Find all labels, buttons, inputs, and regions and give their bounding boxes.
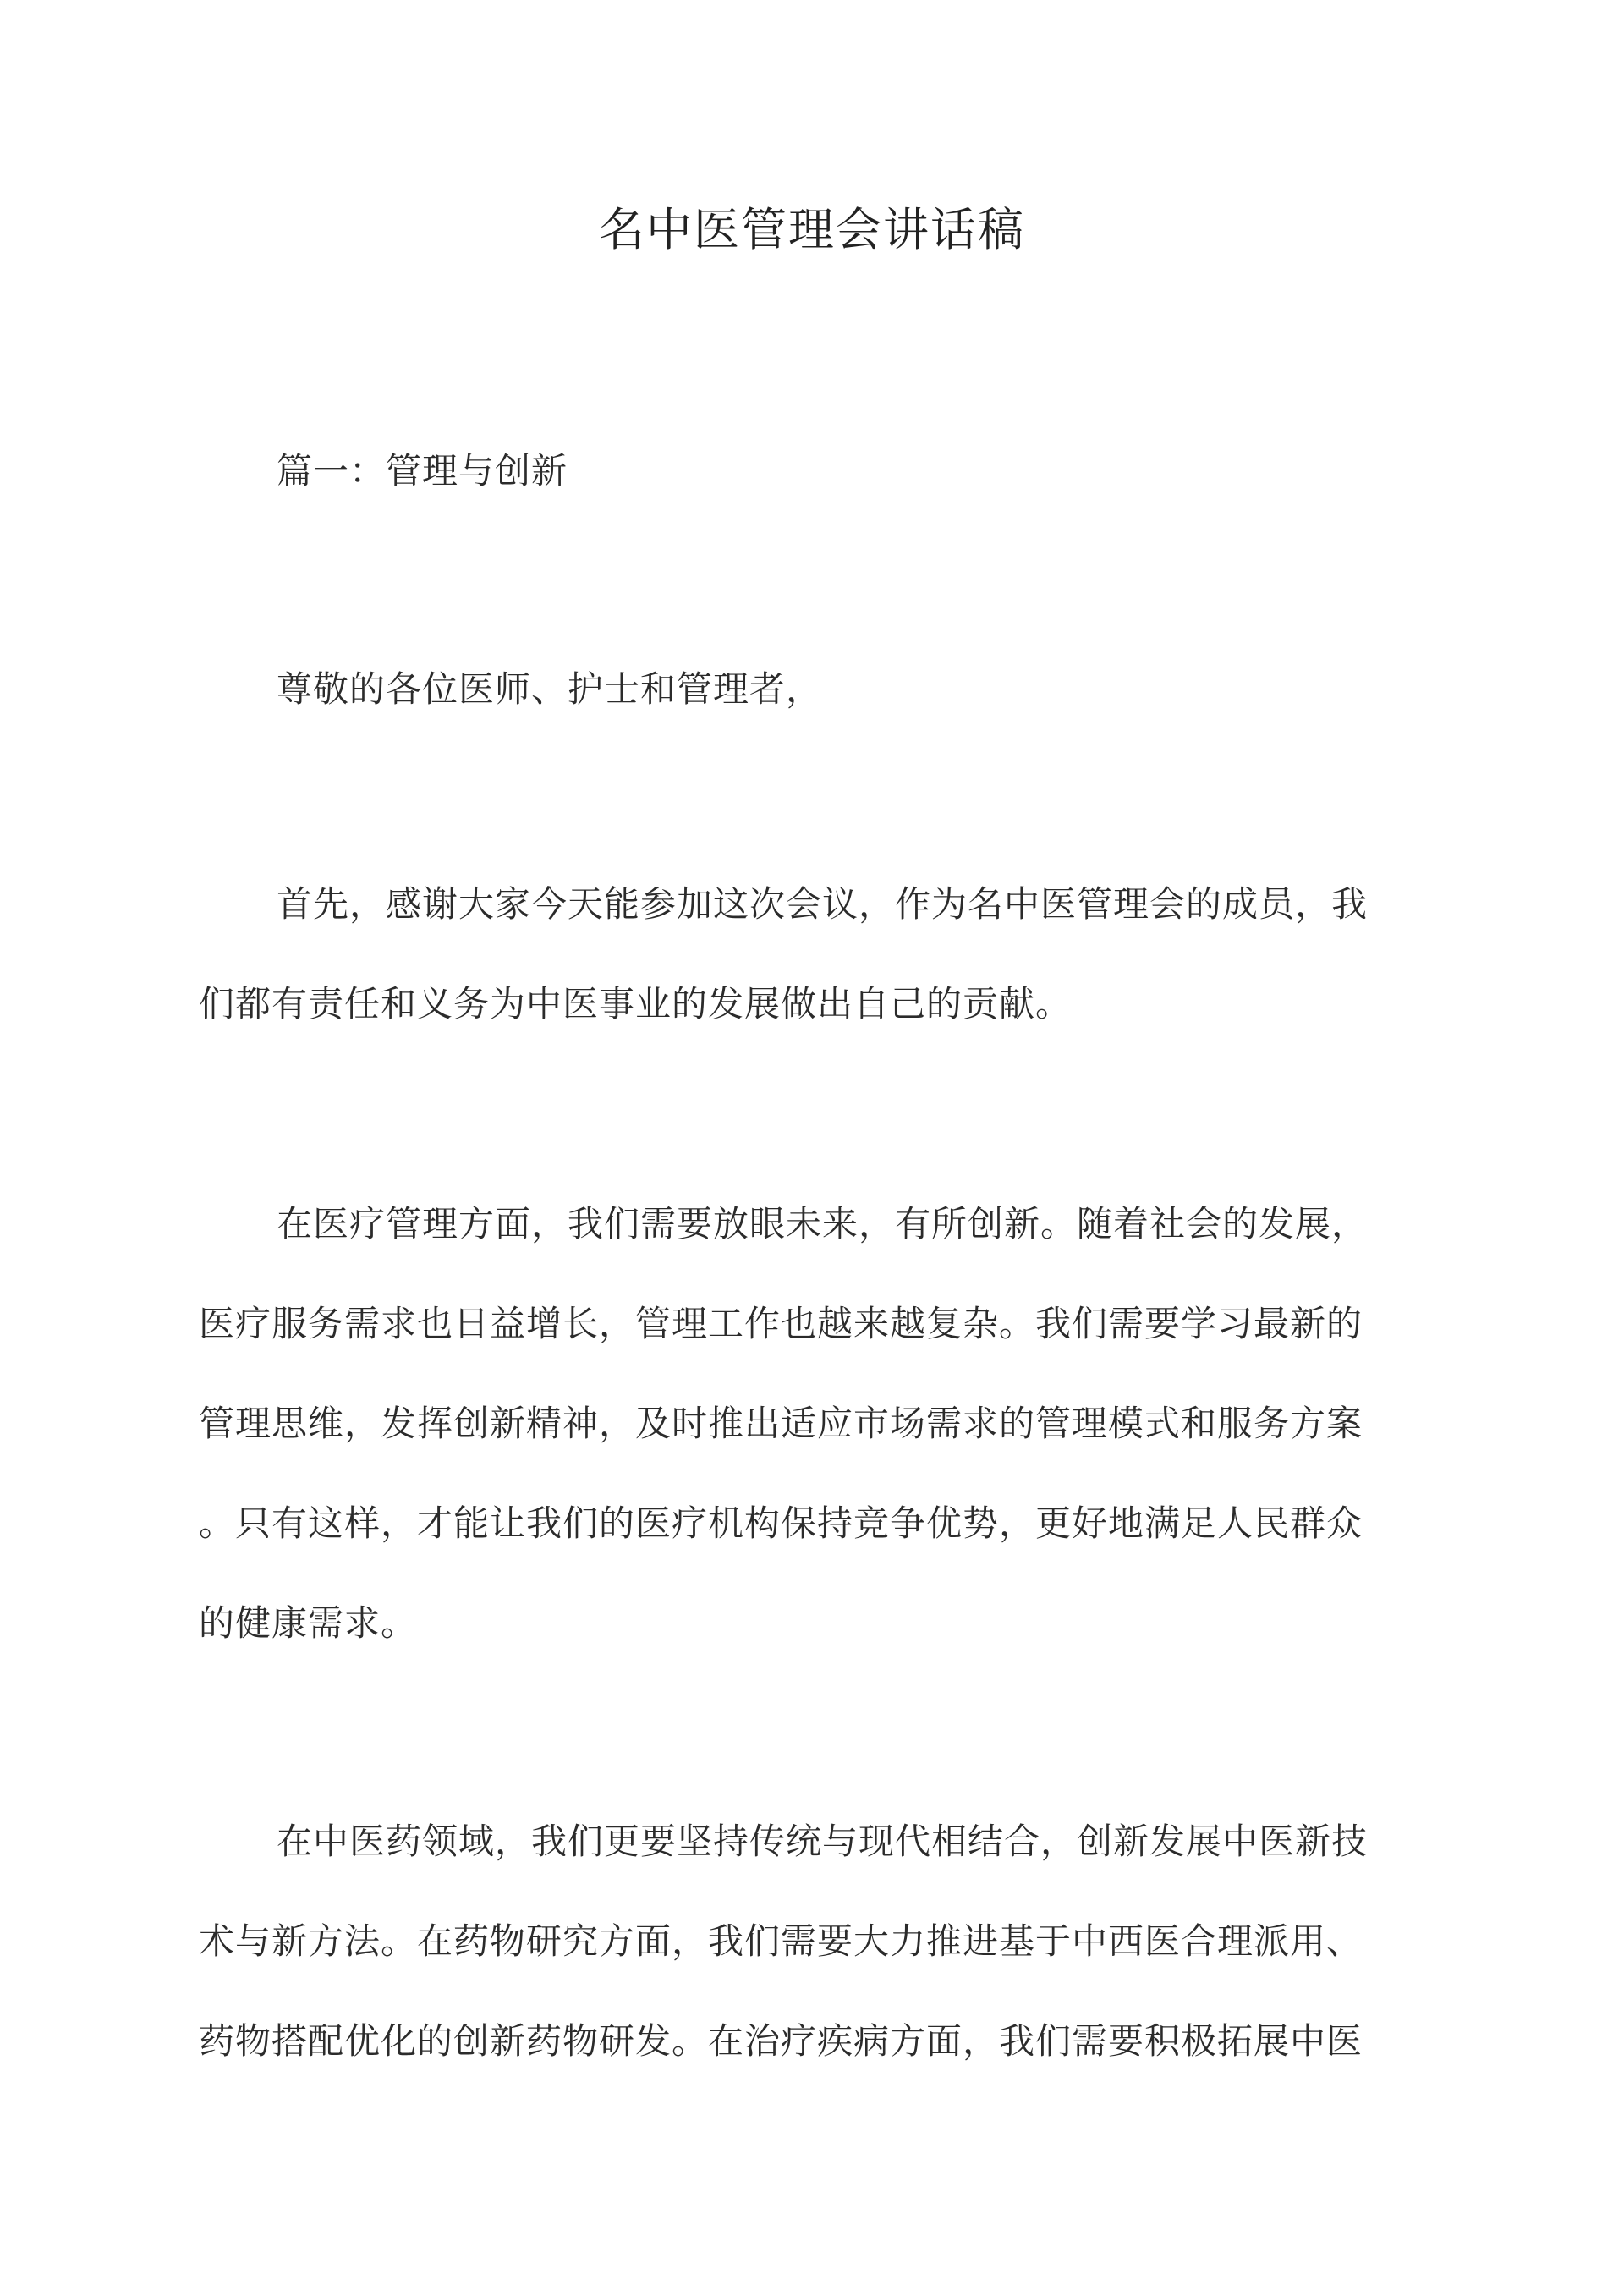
- paragraph-line: 在中医药领域，我们更要坚持传统与现代相结合，创新发展中医新技: [277, 1821, 1369, 1862]
- paragraph-line: 药物搭配优化的创新药物研发。在治疗疾病方面，我们需要积极拓展中医: [199, 2020, 1363, 2062]
- paragraph-line: 首先，感谢大家今天能参加这次会议，作为名中医管理会的成员，我: [277, 883, 1369, 925]
- paragraph-line: 的健康需求。: [199, 1602, 418, 1644]
- section-heading: [199, 446, 1425, 497]
- salutation-text: 尊敬的各位医师、护士和管理者，: [277, 668, 823, 710]
- paragraph-2: [199, 1174, 1425, 1673]
- section-heading-text: 篇一：管理与创新: [277, 450, 568, 492]
- paragraph-line: 。只有这样，才能让我们的医疗机构保持竞争优势，更好地满足人民群众: [199, 1502, 1363, 1544]
- salutation: [199, 664, 1425, 715]
- paragraph-1: [199, 854, 1425, 1054]
- paragraph-line: 术与新方法。在药物研究方面，我们需要大力推进基于中西医合理派用、: [199, 1920, 1363, 1962]
- document-title: 名中医管理会讲话稿: [599, 203, 1025, 256]
- paragraph-line: 医疗服务需求也日益增长，管理工作也越来越复杂。我们需要学习最新的: [199, 1303, 1363, 1344]
- paragraph-line: 在医疗管理方面，我们需要放眼未来，有所创新。随着社会的发展，: [277, 1203, 1369, 1244]
- paragraph-3: [199, 1792, 1425, 2091]
- paragraph-line: 管理思维，发挥创新精神，及时推出适应市场需求的管理模式和服务方案: [199, 1403, 1363, 1444]
- paragraph-line: 们都有责任和义务为中医事业的发展做出自己的贡献。: [199, 983, 1073, 1024]
